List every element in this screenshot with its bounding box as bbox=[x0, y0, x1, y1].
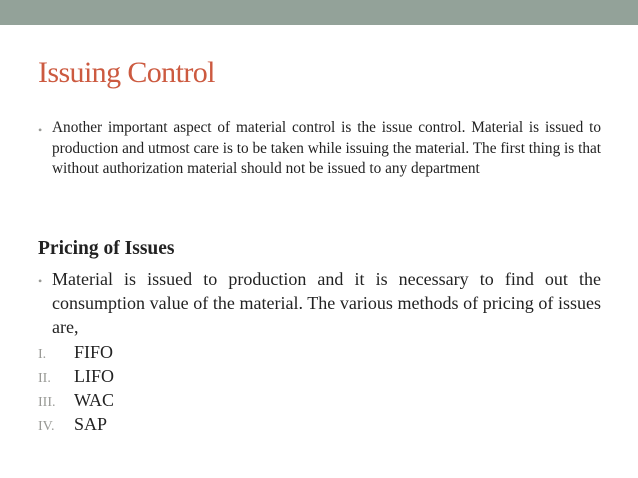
list-item bbox=[38, 340, 114, 364]
bullet-icon: • bbox=[38, 274, 43, 288]
list-numeral: I. bbox=[38, 347, 47, 362]
list-item bbox=[38, 388, 114, 412]
method-label: FIFO bbox=[74, 342, 114, 362]
bullet-paragraph-issue-control bbox=[38, 118, 601, 180]
bullet-icon: • bbox=[38, 123, 43, 137]
list-numeral: IV. bbox=[38, 419, 55, 434]
list-item bbox=[38, 364, 114, 388]
top-accent-bar bbox=[0, 0, 638, 25]
pricing-methods-list bbox=[38, 340, 114, 436]
slide-title: Issuing Control bbox=[38, 56, 215, 89]
paragraph-pricing: Material is issued to production and it is necessary to find out the consumption value of the material. The various methods of pricing of issues are, bbox=[52, 269, 601, 337]
list-numeral: III. bbox=[38, 395, 56, 410]
method-label: WAC bbox=[74, 390, 114, 410]
list-item bbox=[38, 412, 114, 436]
method-label: LIFO bbox=[74, 366, 114, 386]
bullet-paragraph-pricing bbox=[38, 267, 601, 339]
method-label: SAP bbox=[74, 414, 108, 434]
list-numeral: II. bbox=[38, 371, 51, 386]
section-heading-pricing: Pricing of Issues bbox=[38, 238, 175, 259]
paragraph-issue-control: Another important aspect of material control is the issue control. Material is issued to production and utmost care is to be taken while issuing the material. The first thing is that without authorization material should not be issued to any department bbox=[52, 119, 602, 177]
